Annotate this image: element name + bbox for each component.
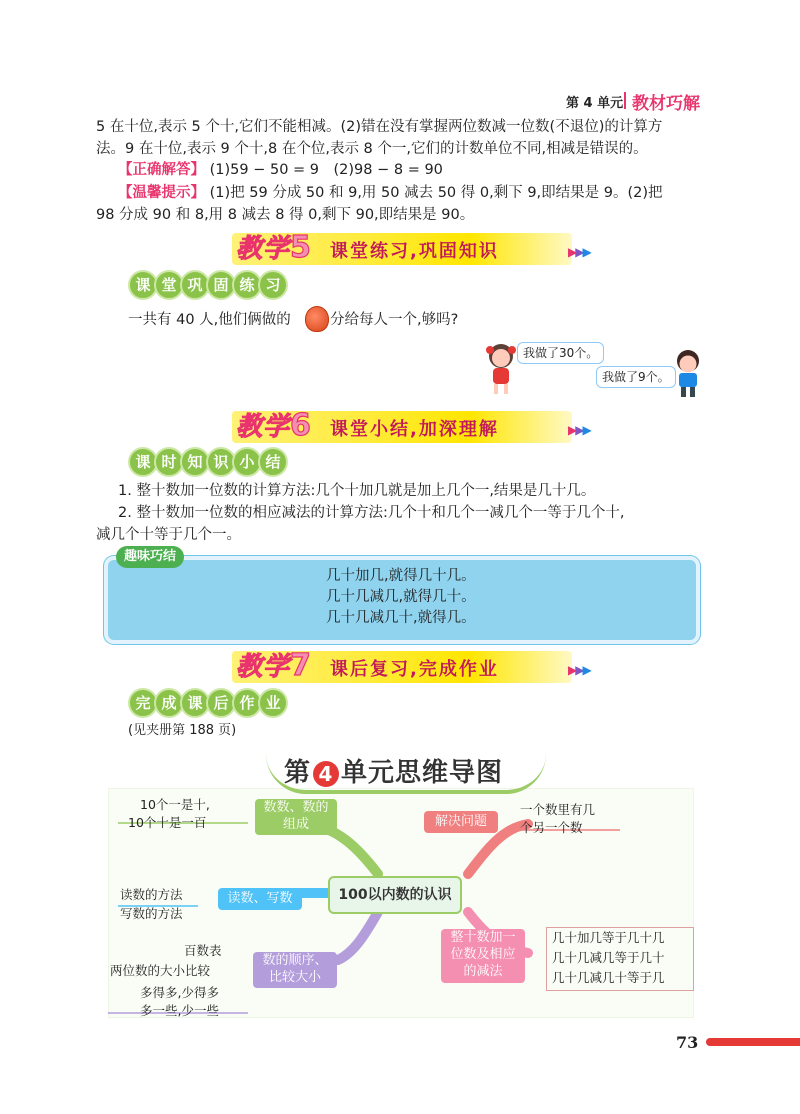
step7-label — [236, 646, 311, 683]
mindmap-title — [284, 752, 503, 789]
sub7-char: 成 — [154, 688, 184, 718]
mindmap-center: 100以内数的认识 — [328, 876, 462, 914]
homework-note: (见夹册第 188 页) — [128, 723, 237, 738]
mindmap-title-num: 4 — [313, 761, 339, 787]
sub6-char: 小 — [232, 447, 262, 477]
tip-text: (1)把 59 分成 50 和 9,用 50 减去 50 得 0,剩下 9,即结果是 9。(2)把 — [209, 185, 663, 201]
mindmap-title-post: 思维导图 — [395, 758, 504, 788]
practice-before: 一共有 40 人,他们俩做的 — [128, 312, 291, 328]
sub5-char: 课 — [128, 270, 158, 300]
fun-line-3: 几十几减几十,就得几。 — [326, 610, 476, 626]
fun-line-1: 几十加几,就得几十几。 — [326, 568, 476, 584]
practice-after: 分给每人一个,够吗? — [330, 312, 459, 328]
step5-title: 课堂练习,巩固知识 — [330, 241, 499, 262]
step6-label — [236, 406, 311, 443]
sub6-char: 课 — [128, 447, 158, 477]
leaf-calc-2: 几十几减几等于几十 — [552, 950, 665, 965]
sub5-char: 固 — [206, 270, 236, 300]
leaf-solve-2: 个另一个数 — [520, 820, 583, 835]
node-count-line: 数数、数的 — [263, 800, 329, 815]
node-count-line: 组成 — [282, 817, 309, 832]
mindmap-title-pre: 第 — [284, 758, 312, 788]
leaf-order-3: 多得多,少得多 — [140, 985, 219, 1000]
sub5-char: 习 — [258, 270, 288, 300]
leaf-calc-1: 几十加几等于几十几 — [552, 930, 665, 945]
step7-num: 7 — [290, 648, 311, 683]
sub7-heading — [128, 688, 284, 718]
step5-arrows-icon: ▶▶▶ — [568, 245, 590, 259]
page-bar — [706, 1038, 800, 1046]
step5-num: 5 — [290, 230, 311, 265]
mindmap-node-solve: 解决问题 — [424, 811, 498, 833]
summary-p1: 1. 整十数加一位数的计算方法:几个十加几就是加上几个一,结果是几十几。 — [118, 483, 596, 499]
leaf-calc-3: 几十几减几十等于几 — [552, 970, 665, 985]
step6-title: 课堂小结,加深理解 — [330, 419, 499, 440]
sub5-char: 巩 — [180, 270, 210, 300]
mindmap-title-mid: 单元 — [341, 758, 396, 788]
sub7-char: 完 — [128, 688, 158, 718]
tip-row — [118, 183, 718, 204]
sub7-char: 后 — [206, 688, 236, 718]
answer-text: (1)59 − 50 = 9 (2)98 − 8 = 90 — [209, 162, 443, 178]
sub7-char: 作 — [232, 688, 262, 718]
step6-step: 教学 — [236, 412, 291, 442]
tip-line-2: 98 分成 90 和 8,用 8 减去 8 得 0,剩下 90,即结果是 90。 — [96, 207, 475, 223]
intro-line-2: 法。9 在十位,表示 9 个十,8 在个位,表示 8 个一,它们的计数单位不同,相减是错误的。 — [96, 141, 648, 157]
boy-speech: 我做了9个。 — [596, 366, 676, 388]
step7-title: 课后复习,完成作业 — [330, 659, 499, 680]
node-calc-line: 位数及相应 — [450, 947, 516, 962]
fun-line-2: 几十几减几,就得几十。 — [326, 589, 476, 605]
answer-tag: 【正确解答】 — [118, 162, 205, 178]
summary-p3: 减几个十等于几个一。 — [96, 527, 241, 543]
step7-arrows-icon: ▶▶▶ — [568, 663, 590, 677]
step5-step: 教学 — [236, 234, 291, 264]
sub6-char: 识 — [206, 447, 236, 477]
node-order-line: 比较大小 — [268, 970, 321, 985]
tip-tag: 【温馨提示】 — [118, 185, 205, 201]
boy-icon — [672, 347, 704, 399]
step5-label — [236, 228, 311, 265]
step7-step: 教学 — [236, 652, 291, 682]
sub6-char: 结 — [258, 447, 288, 477]
lantern-icon — [305, 306, 329, 332]
girl-speech: 我做了30个。 — [517, 342, 604, 364]
mindmap-node-calc — [441, 929, 525, 983]
header-brand: 教材巧解 — [632, 94, 700, 114]
step6-num: 6 — [290, 408, 311, 443]
leaf-read-1: 读数的方法 — [120, 887, 183, 902]
mindmap-node-read: 读数、写数 — [218, 888, 302, 910]
leaf-read-2: 写数的方法 — [120, 906, 183, 921]
leaf-count-2: 10个十是一百 — [128, 815, 207, 830]
mindmap-node-order — [253, 952, 337, 988]
fun-summary-head: 趣味巧结 — [116, 546, 184, 568]
sub6-char: 时 — [154, 447, 184, 477]
summary-p2: 2. 整十数加一位数的相应减法的计算方法:几个十和几个一减几个一等于几个十, — [118, 505, 625, 521]
leaf-order-4: 多一些,少一些 — [140, 1003, 219, 1018]
header-divider — [624, 92, 626, 109]
mindmap-node-count — [255, 799, 337, 835]
leaf-solve-1: 一个数里有几 — [520, 802, 596, 817]
leaf-order-2: 两位数的大小比较 — [110, 963, 211, 978]
sub7-char: 课 — [180, 688, 210, 718]
answer-row — [118, 160, 443, 181]
step6-arrows-icon: ▶▶▶ — [568, 423, 590, 437]
sub5-char: 练 — [232, 270, 262, 300]
sub5-char: 堂 — [154, 270, 184, 300]
intro-line-1: 5 在十位,表示 5 个十,它们不能相减。(2)错在没有掌握两位数减一位数(不退位)的计算方 — [96, 119, 663, 135]
unit-label: 第 4 单元 — [566, 96, 624, 111]
sub6-heading — [128, 447, 284, 477]
girl-icon — [483, 340, 519, 396]
sub6-char: 知 — [180, 447, 210, 477]
sub7-char: 业 — [258, 688, 288, 718]
node-order-line: 数的顺序、 — [262, 953, 328, 968]
node-calc-line: 的减法 — [463, 964, 503, 979]
page-number: 73 — [676, 1033, 699, 1052]
leaf-order-1: 百数表 — [184, 943, 222, 958]
node-calc-line: 整十数加一 — [450, 930, 516, 945]
leaf-count-1: 10个一是十, — [140, 797, 210, 812]
sub5-heading — [128, 270, 284, 300]
